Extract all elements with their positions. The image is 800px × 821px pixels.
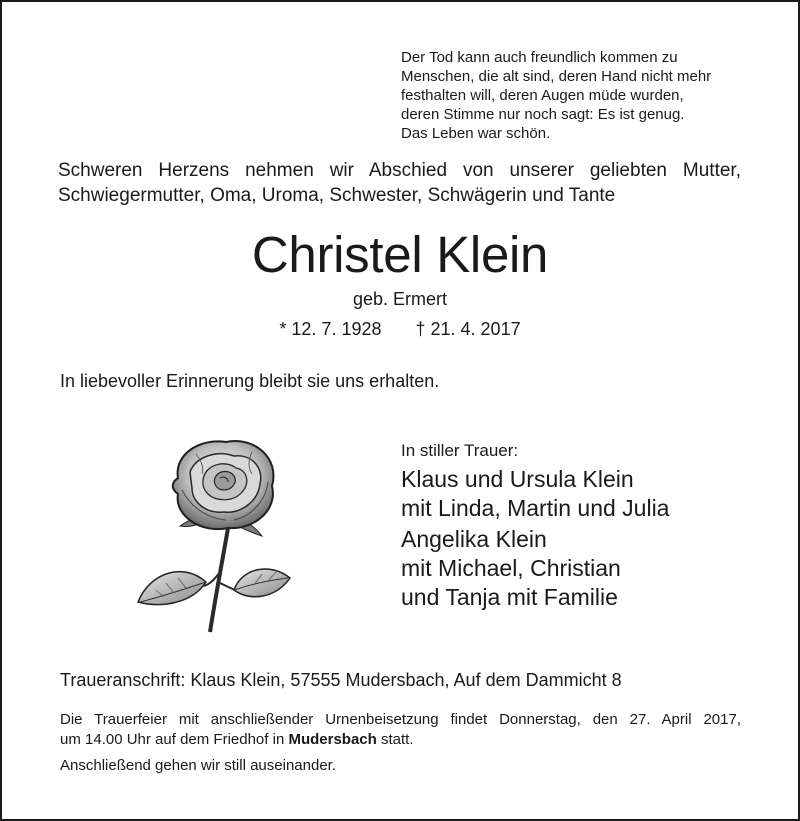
closing-text: Anschließend gehen wir still auseinander.	[60, 757, 336, 774]
funeral-notice	[60, 710, 741, 750]
poem-line: Menschen, die alt sind, deren Hand nicht mehr	[401, 68, 712, 85]
notice-prefix: um 14.00 Uhr auf dem Friedhof in	[60, 731, 289, 748]
mourner-line: mit Linda, Martin und Julia	[401, 495, 670, 521]
notice-place: Mudersbach	[288, 731, 377, 748]
life-dates	[0, 317, 800, 341]
mourning-label: In stiller Trauer:	[401, 441, 519, 460]
notice-line	[60, 730, 741, 750]
birth-date: * 12. 7. 1928	[279, 319, 382, 339]
birth-name: geb. Ermert	[352, 289, 448, 309]
poem-line: festhalten will, deren Augen müde wurden,	[401, 87, 684, 104]
intro-text	[58, 158, 741, 208]
death-date: † 21. 4. 2017	[415, 319, 521, 339]
mourners-list	[401, 465, 669, 612]
intro-line: Schweren Herzens nehmen wir Abschied von unserer geliebten Mutter,	[58, 160, 741, 181]
deceased-name: Christel Klein	[251, 226, 549, 283]
poem-line: deren Stimme nur noch sagt: Es ist genug.	[401, 106, 685, 123]
poem-line: Das Leben war schön.	[401, 125, 551, 142]
mourner-line: Angelika Klein	[401, 526, 547, 552]
poem	[401, 48, 761, 143]
poem-line: Der Tod kann auch freundlich kommen zu	[401, 49, 678, 66]
mourner-line: und Tanja mit Familie	[401, 584, 618, 610]
rose-icon	[130, 432, 300, 640]
notice-line: Die Trauerfeier mit anschließender Urnenbeisetzung findet Donnerstag, den 27. April 2017,	[60, 711, 741, 728]
mourner-line: Klaus und Ursula Klein	[401, 466, 634, 492]
mourner-line: mit Michael, Christian	[401, 555, 621, 581]
intro-line: Schwiegermutter, Oma, Uroma, Schwester, Schwägerin und Tante	[58, 185, 616, 206]
memory-text: In liebevoller Erinnerung bleibt sie uns erhalten.	[60, 371, 440, 391]
mourning-address: Traueranschrift: Klaus Klein, 57555 Mudersbach, Auf dem Dammicht 8	[60, 670, 622, 690]
notice-suffix: statt.	[376, 731, 414, 748]
